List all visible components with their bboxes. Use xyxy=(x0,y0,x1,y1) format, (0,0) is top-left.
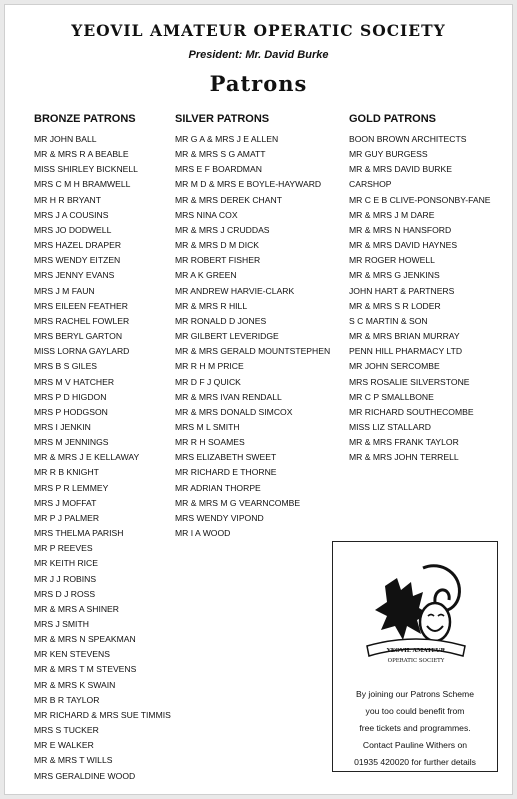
promo-line: Contact Pauline Withers on xyxy=(362,740,468,750)
patron-name: MR & MRS J CRUDDAS xyxy=(175,224,270,235)
patron-name: MR P J PALMER xyxy=(34,512,100,523)
patron-name: MR & MRS N SPEAKMAN xyxy=(34,634,136,645)
patron-name: MISS LORNA GAYLARD xyxy=(34,346,130,357)
patron-name: MR RICHARD SOUTHECOMBE xyxy=(349,406,474,417)
patron-name: MR & MRS R HILL xyxy=(175,300,248,311)
patron-name: MR & MRS BRIAN MURRAY xyxy=(349,331,460,342)
patron-name: MR & MRS T WILLS xyxy=(34,755,113,766)
patron-name: MR & MRS DAVID HAYNES xyxy=(349,240,458,251)
patron-name: MRS JENNY EVANS xyxy=(34,270,115,281)
patron-name: MR & MRS A SHINER xyxy=(34,603,119,614)
patron-name: MR D F J QUICK xyxy=(175,376,241,387)
patron-name: MRS BERYL GARTON xyxy=(34,331,123,342)
patron-name: MR G A & MRS J E ALLEN xyxy=(175,134,279,144)
society-logo xyxy=(363,556,469,674)
patron-name: MR KEITH RICE xyxy=(34,558,98,569)
promo-line: free tickets and programmes. xyxy=(359,723,471,733)
svg-text:YEOVIL AMATEUR: YEOVIL AMATEUR xyxy=(386,648,446,654)
patron-name: JOHN HART & PARTNERS xyxy=(349,285,455,296)
patron-name: MR & MRS DONALD SIMCOX xyxy=(175,406,293,417)
patron-name: MRS B S GILES xyxy=(34,361,98,372)
patron-name: MR GILBERT LEVERIDGE xyxy=(175,331,279,342)
patrons-scheme-box xyxy=(332,541,498,772)
gold-patrons-list xyxy=(349,132,491,465)
patron-name: MRS J SMITH xyxy=(34,619,89,629)
patron-name: MR & MRS DEREK CHANT xyxy=(175,194,282,205)
bronze-patrons-list xyxy=(34,132,171,784)
patron-name: MRS JO DODWELL xyxy=(34,224,112,235)
patron-name: MR JOHN BALL xyxy=(34,134,97,144)
patron-name: MRS THELMA PARISH xyxy=(34,528,124,539)
patron-name: MR R H M PRICE xyxy=(175,361,244,372)
gold-patrons-column xyxy=(349,113,491,465)
patron-name: MR & MRS J E KELLAWAY xyxy=(34,452,140,463)
patron-name: MISS SHIRLEY BICKNELL xyxy=(34,164,138,175)
patron-name: MR C E B CLIVE-PONSONBY-FANE xyxy=(349,194,491,205)
patron-name: MR I A WOOD xyxy=(175,528,231,539)
patron-name: MRS NINA COX xyxy=(175,209,238,220)
patron-name: MR & MRS IVAN RENDALL xyxy=(175,391,282,402)
silver-patrons-heading: SILVER PATRONS xyxy=(175,113,270,125)
patron-name: MRS P D HIGDON xyxy=(34,391,107,402)
patron-name: MR & MRS D M DICK xyxy=(175,240,260,251)
promo-line: 01935 420020 for further details xyxy=(354,757,476,767)
patron-name: MR & MRS G JENKINS xyxy=(349,270,440,281)
patron-name: MR R H SOAMES xyxy=(175,437,245,448)
patron-name: MR RONALD D JONES xyxy=(175,315,267,326)
patron-name: MR & MRS K SWAIN xyxy=(34,679,116,690)
promo-line: By joining our Patrons Scheme xyxy=(356,689,474,699)
patron-name: MR RICHARD E THORNE xyxy=(175,467,277,478)
patron-name: MRS S TUCKER xyxy=(34,725,99,736)
patron-name: MR & MRS S G AMATT xyxy=(175,149,266,160)
silver-patrons-column xyxy=(175,113,330,541)
patron-name: MRS P HODGSON xyxy=(34,406,108,417)
patron-name: MRS M L SMITH xyxy=(175,421,240,432)
patron-name: MR & MRS T M STEVENS xyxy=(34,664,137,675)
patron-name: MR A K GREEN xyxy=(175,270,237,281)
patron-name: MRS EILEEN FEATHER xyxy=(34,300,128,311)
patron-name: MR ADRIAN THORPE xyxy=(175,482,261,493)
patron-name: MR & MRS M G VEARNCOMBE xyxy=(175,497,301,508)
patron-name: MR & MRS N HANSFORD xyxy=(349,224,452,235)
society-title: YEOVIL AMATEUR OPERATIC SOCIETY xyxy=(71,21,446,40)
patron-name: MR M D & MRS E BOYLE-HAYWARD xyxy=(175,179,322,190)
patron-name: MR R B KNIGHT xyxy=(34,467,99,478)
patron-name: MRS D J ROSS xyxy=(34,588,96,599)
patron-name: MRS P R LEMMEY xyxy=(34,482,109,493)
patron-name: MR J J ROBINS xyxy=(34,573,97,584)
patron-name: MRS J MOFFAT xyxy=(34,497,97,508)
silver-patrons-list xyxy=(175,132,330,541)
patron-name: PENN HILL PHARMACY LTD xyxy=(349,346,463,357)
patron-name: MRS I JENKIN xyxy=(34,421,91,432)
patron-name: MR & MRS R A BEABLE xyxy=(34,149,129,160)
patrons-scheme-text xyxy=(339,686,491,771)
patron-name: MR GUY BURGESS xyxy=(349,149,428,160)
patron-name: MRS J M FAUN xyxy=(34,285,95,296)
svg-text:OPERATIC SOCIETY: OPERATIC SOCIETY xyxy=(387,658,445,664)
patron-name: MRS M JENNINGS xyxy=(34,437,109,448)
patron-name: MRS ROSALIE SILVERSTONE xyxy=(349,376,470,387)
patron-name: MR & MRS S R LODER xyxy=(349,300,441,311)
patrons-page xyxy=(4,4,513,795)
patrons-heading: Patrons xyxy=(209,71,308,96)
patron-name: MR P REEVES xyxy=(34,543,93,554)
patron-name: MR C P SMALLBONE xyxy=(349,391,434,402)
promo-line: you too could benefit from xyxy=(365,706,465,716)
patron-name: MR ROBERT FISHER xyxy=(175,255,261,266)
bronze-patrons-heading: BRONZE PATRONS xyxy=(34,113,136,125)
patron-name: MR E WALKER xyxy=(34,740,94,751)
patron-name: MRS M V HATCHER xyxy=(34,376,115,387)
patron-name: MR RICHARD & MRS SUE TIMMIS xyxy=(34,709,171,720)
patron-name: CARSHOP xyxy=(349,179,392,190)
patron-name: MRS WENDY EITZEN xyxy=(34,255,121,266)
patron-name: MISS LIZ STALLARD xyxy=(349,421,431,432)
gold-patrons-heading: GOLD PATRONS xyxy=(349,113,436,125)
patron-name: MR H R BRYANT xyxy=(34,194,102,205)
patron-name: S C MARTIN & SON xyxy=(349,315,428,326)
patron-name: MR B R TAYLOR xyxy=(34,694,100,705)
patron-name: MR & MRS FRANK TAYLOR xyxy=(349,437,459,448)
patron-name: MRS WENDY VIPOND xyxy=(175,512,264,523)
patron-name: MRS E F BOARDMAN xyxy=(175,164,262,175)
patron-name: MRS RACHEL FOWLER xyxy=(34,315,130,326)
patron-name: MR & MRS DAVID BURKE xyxy=(349,164,452,175)
patron-name: MR ANDREW HARVIE-CLARK xyxy=(175,285,295,296)
patron-name: MR & MRS JOHN TERRELL xyxy=(349,452,459,463)
patron-name: MRS ELIZABETH SWEET xyxy=(175,452,277,463)
patron-name: MRS GERALDINE WOOD xyxy=(34,770,136,781)
patron-name: MR ROGER HOWELL xyxy=(349,255,435,266)
patron-name: MRS HAZEL DRAPER xyxy=(34,240,122,251)
patron-name: BOON BROWN ARCHITECTS xyxy=(349,134,467,144)
patron-name: MRS J A COUSINS xyxy=(34,209,109,220)
patron-name: MR & MRS J M DARE xyxy=(349,209,435,220)
president-line: President: Mr. David Burke xyxy=(188,49,329,61)
bronze-patrons-column xyxy=(34,113,171,784)
patron-name: MR & MRS GERALD MOUNTSTEPHEN xyxy=(175,346,331,357)
patron-name: MRS C M H BRAMWELL xyxy=(34,179,131,190)
patron-name: MR JOHN SERCOMBE xyxy=(349,361,440,372)
patron-name: MR KEN STEVENS xyxy=(34,649,110,660)
